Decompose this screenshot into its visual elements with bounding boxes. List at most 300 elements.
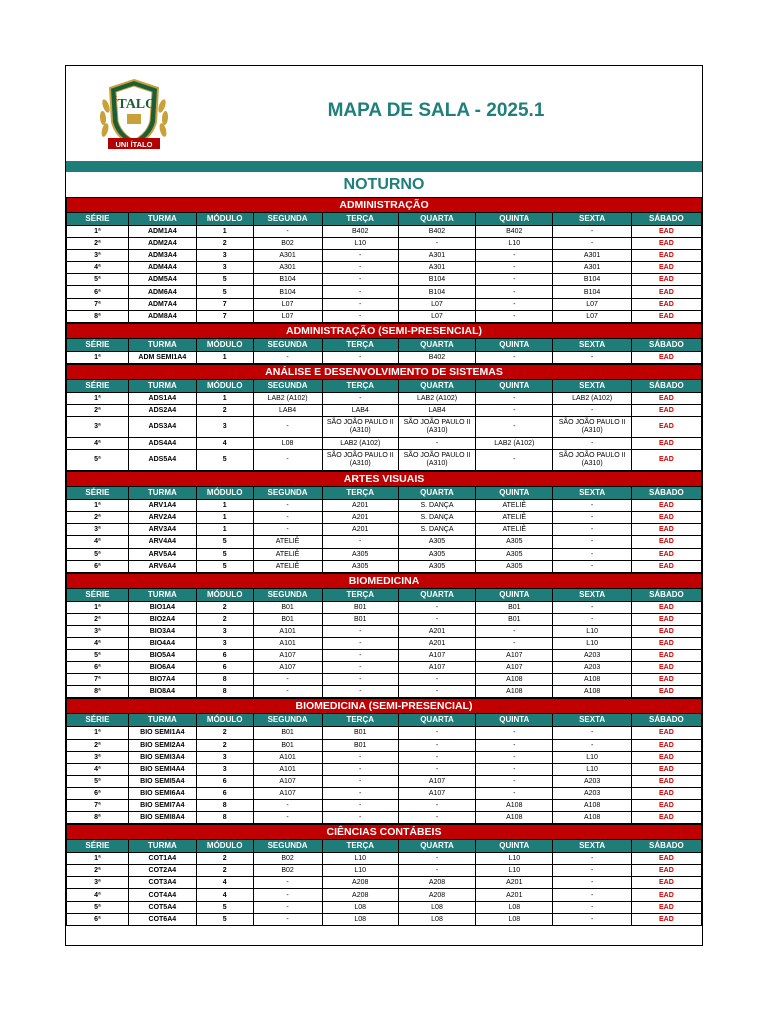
table-cell: B104 bbox=[398, 286, 475, 298]
table-cell: A301 bbox=[553, 250, 631, 262]
header-band bbox=[66, 161, 702, 172]
table-cell: - bbox=[476, 392, 553, 404]
table-row bbox=[67, 417, 702, 438]
table-cell: EAD bbox=[631, 865, 701, 877]
table-cell: 5 bbox=[196, 548, 253, 560]
table-cell: 6ª bbox=[67, 787, 129, 799]
table-cell: 8 bbox=[196, 812, 253, 824]
table-cell: EAD bbox=[631, 351, 701, 363]
table-cell: LAB2 (A102) bbox=[553, 392, 631, 404]
table-row bbox=[67, 524, 702, 536]
table-cell: - bbox=[398, 686, 475, 698]
column-header: TURMA bbox=[128, 213, 196, 226]
table-cell: - bbox=[476, 625, 553, 637]
table-cell: COT6A4 bbox=[128, 913, 196, 925]
column-header: SÁBADO bbox=[631, 487, 701, 500]
table-cell: A101 bbox=[253, 763, 322, 775]
table-cell: 3 bbox=[196, 250, 253, 262]
column-header: SÁBADO bbox=[631, 379, 701, 392]
table-cell: - bbox=[253, 674, 322, 686]
table-cell: A301 bbox=[398, 262, 475, 274]
column-header: TURMA bbox=[128, 588, 196, 601]
table-cell: BIO SEMI1A4 bbox=[128, 727, 196, 739]
table-cell: 2 bbox=[196, 739, 253, 751]
section-title: ADMINISTRAÇÃO bbox=[67, 198, 702, 213]
column-header: SEXTA bbox=[553, 840, 631, 853]
table-cell: - bbox=[322, 775, 398, 787]
column-header: SÁBADO bbox=[631, 840, 701, 853]
table-cell: 4ª bbox=[67, 536, 129, 548]
table-cell: - bbox=[322, 298, 398, 310]
table-cell: 5 bbox=[196, 450, 253, 471]
table-cell: - bbox=[553, 438, 631, 450]
table-cell: A305 bbox=[476, 536, 553, 548]
table-cell: - bbox=[476, 775, 553, 787]
column-header: SEXTA bbox=[553, 379, 631, 392]
table-cell: EAD bbox=[631, 739, 701, 751]
column-header-row bbox=[67, 379, 702, 392]
table-cell: - bbox=[553, 727, 631, 739]
table-cell: 3 bbox=[196, 637, 253, 649]
table-cell: L08 bbox=[322, 913, 398, 925]
table-cell: A203 bbox=[553, 650, 631, 662]
table-cell: B01 bbox=[322, 739, 398, 751]
table-cell: EAD bbox=[631, 310, 701, 322]
table-row bbox=[67, 727, 702, 739]
table-cell: A107 bbox=[476, 662, 553, 674]
section-title-row bbox=[67, 699, 702, 714]
table-cell: - bbox=[322, 812, 398, 824]
table-cell: - bbox=[476, 763, 553, 775]
column-header: MÓDULO bbox=[196, 487, 253, 500]
table-row bbox=[67, 500, 702, 512]
table-cell: - bbox=[553, 560, 631, 572]
table-cell: A107 bbox=[398, 662, 475, 674]
table-cell: B01 bbox=[322, 601, 398, 613]
table-cell: 8ª bbox=[67, 812, 129, 824]
table-cell: 1 bbox=[196, 512, 253, 524]
table-row bbox=[67, 650, 702, 662]
table-cell: 7 bbox=[196, 298, 253, 310]
section-table bbox=[66, 698, 702, 824]
table-cell: 4ª bbox=[67, 763, 129, 775]
column-header: SEGUNDA bbox=[253, 213, 322, 226]
table-cell: 8ª bbox=[67, 310, 129, 322]
column-header: QUARTA bbox=[398, 379, 475, 392]
schedule-sheet bbox=[65, 65, 703, 946]
table-cell: A208 bbox=[398, 877, 475, 889]
table-cell: 1ª bbox=[67, 392, 129, 404]
table-cell: L10 bbox=[476, 238, 553, 250]
table-cell: 1 bbox=[196, 392, 253, 404]
column-header: SÉRIE bbox=[67, 840, 129, 853]
table-cell: L08 bbox=[476, 901, 553, 913]
table-cell: 6 bbox=[196, 787, 253, 799]
table-cell: ATELIÊ bbox=[253, 536, 322, 548]
section-title: BIOMEDICINA bbox=[67, 573, 702, 588]
table-cell: S. DANÇA bbox=[398, 524, 475, 536]
table-cell: - bbox=[398, 674, 475, 686]
table-cell: BIO SEMI7A4 bbox=[128, 800, 196, 812]
table-cell: 5 bbox=[196, 286, 253, 298]
table-cell: A305 bbox=[322, 548, 398, 560]
table-cell: - bbox=[553, 536, 631, 548]
table-cell: - bbox=[476, 417, 553, 438]
table-cell: ARV2A4 bbox=[128, 512, 196, 524]
table-cell: L07 bbox=[398, 298, 475, 310]
table-cell: 1ª bbox=[67, 727, 129, 739]
table-cell: BIO2A4 bbox=[128, 613, 196, 625]
table-cell: EAD bbox=[631, 812, 701, 824]
table-cell: 6ª bbox=[67, 286, 129, 298]
page-title: MAPA DE SALA - 2025.1 bbox=[327, 100, 545, 121]
table-cell: - bbox=[253, 500, 322, 512]
table-row bbox=[67, 637, 702, 649]
table-cell: EAD bbox=[631, 787, 701, 799]
table-cell: - bbox=[553, 913, 631, 925]
column-header: QUARTA bbox=[398, 338, 475, 351]
table-cell: A301 bbox=[553, 262, 631, 274]
table-cell: - bbox=[398, 751, 475, 763]
schedule-sections bbox=[66, 197, 702, 926]
table-cell: 3 bbox=[196, 417, 253, 438]
table-row bbox=[67, 250, 702, 262]
table-cell: - bbox=[553, 877, 631, 889]
section-table bbox=[66, 824, 702, 926]
table-cell: 6 bbox=[196, 775, 253, 787]
table-cell: A305 bbox=[322, 560, 398, 572]
table-cell: - bbox=[253, 524, 322, 536]
table-cell: - bbox=[253, 800, 322, 812]
table-cell: - bbox=[476, 286, 553, 298]
column-header: TERÇA bbox=[322, 714, 398, 727]
table-cell: - bbox=[553, 901, 631, 913]
table-cell: B01 bbox=[322, 727, 398, 739]
table-cell: 6ª bbox=[67, 560, 129, 572]
table-cell: ARV5A4 bbox=[128, 548, 196, 560]
column-header: TURMA bbox=[128, 379, 196, 392]
table-cell: EAD bbox=[631, 560, 701, 572]
table-cell: - bbox=[322, 763, 398, 775]
table-cell: A301 bbox=[253, 250, 322, 262]
table-cell: 4ª bbox=[67, 262, 129, 274]
column-header: SEGUNDA bbox=[253, 714, 322, 727]
table-row bbox=[67, 560, 702, 572]
table-cell: - bbox=[322, 625, 398, 637]
table-cell: LAB4 bbox=[398, 404, 475, 416]
table-row bbox=[67, 853, 702, 865]
column-header-row bbox=[67, 338, 702, 351]
column-header: SEGUNDA bbox=[253, 588, 322, 601]
table-cell: B01 bbox=[253, 727, 322, 739]
table-cell: ADM SEMI1A4 bbox=[128, 351, 196, 363]
table-cell: - bbox=[322, 392, 398, 404]
column-header-row bbox=[67, 588, 702, 601]
table-cell: - bbox=[553, 524, 631, 536]
table-cell: 5ª bbox=[67, 274, 129, 286]
table-cell: - bbox=[253, 901, 322, 913]
table-cell: ATELIÊ bbox=[253, 560, 322, 572]
table-cell: ADS4A4 bbox=[128, 438, 196, 450]
table-cell: 2ª bbox=[67, 865, 129, 877]
table-cell: BIO SEMI6A4 bbox=[128, 787, 196, 799]
column-header: QUINTA bbox=[476, 213, 553, 226]
column-header: TERÇA bbox=[322, 379, 398, 392]
table-cell: BIO1A4 bbox=[128, 601, 196, 613]
table-cell: - bbox=[322, 787, 398, 799]
table-cell: EAD bbox=[631, 650, 701, 662]
table-cell: ATELIÊ bbox=[476, 524, 553, 536]
table-cell: 8 bbox=[196, 674, 253, 686]
column-header: QUINTA bbox=[476, 840, 553, 853]
column-header: QUARTA bbox=[398, 840, 475, 853]
table-cell: BIO SEMI8A4 bbox=[128, 812, 196, 824]
column-header: QUARTA bbox=[398, 213, 475, 226]
column-header-row bbox=[67, 840, 702, 853]
table-cell: A101 bbox=[253, 751, 322, 763]
table-cell: B402 bbox=[398, 226, 475, 238]
column-header: SEGUNDA bbox=[253, 487, 322, 500]
table-row bbox=[67, 450, 702, 471]
table-cell: EAD bbox=[631, 286, 701, 298]
table-cell: EAD bbox=[631, 800, 701, 812]
table-cell: A108 bbox=[476, 812, 553, 824]
column-header-row bbox=[67, 487, 702, 500]
table-cell: ATELIÊ bbox=[476, 512, 553, 524]
table-cell: ADM2A4 bbox=[128, 238, 196, 250]
table-row bbox=[67, 625, 702, 637]
table-row bbox=[67, 787, 702, 799]
table-cell: EAD bbox=[631, 512, 701, 524]
table-cell: L10 bbox=[322, 238, 398, 250]
column-header: MÓDULO bbox=[196, 840, 253, 853]
table-cell: ADS3A4 bbox=[128, 417, 196, 438]
table-cell: BIO8A4 bbox=[128, 686, 196, 698]
table-cell: - bbox=[476, 637, 553, 649]
table-cell: - bbox=[322, 686, 398, 698]
column-header: SÉRIE bbox=[67, 213, 129, 226]
section-title: ARTES VISUAIS bbox=[67, 472, 702, 487]
table-cell: SÃO JOÃO PAULO II (A310) bbox=[553, 417, 631, 438]
table-cell: - bbox=[322, 674, 398, 686]
table-row bbox=[67, 274, 702, 286]
table-row bbox=[67, 512, 702, 524]
table-row bbox=[67, 262, 702, 274]
table-cell: A108 bbox=[553, 674, 631, 686]
table-cell: 7 bbox=[196, 310, 253, 322]
table-cell: BIO SEMI4A4 bbox=[128, 763, 196, 775]
table-cell: EAD bbox=[631, 727, 701, 739]
table-cell: 1ª bbox=[67, 500, 129, 512]
column-header: QUARTA bbox=[398, 487, 475, 500]
table-cell: ADM4A4 bbox=[128, 262, 196, 274]
table-cell: - bbox=[553, 512, 631, 524]
table-cell: - bbox=[398, 601, 475, 613]
table-row bbox=[67, 404, 702, 416]
table-cell: 4ª bbox=[67, 889, 129, 901]
table-row bbox=[67, 310, 702, 322]
table-cell: ADM8A4 bbox=[128, 310, 196, 322]
table-cell: EAD bbox=[631, 450, 701, 471]
table-cell: B402 bbox=[322, 226, 398, 238]
table-cell: BIO4A4 bbox=[128, 637, 196, 649]
table-cell: 8 bbox=[196, 800, 253, 812]
table-cell: A101 bbox=[253, 637, 322, 649]
table-cell: ADS1A4 bbox=[128, 392, 196, 404]
table-cell: EAD bbox=[631, 613, 701, 625]
page-header bbox=[66, 66, 702, 160]
table-cell: - bbox=[253, 417, 322, 438]
table-cell: 2 bbox=[196, 727, 253, 739]
table-cell: 6 bbox=[196, 650, 253, 662]
table-cell: L10 bbox=[322, 865, 398, 877]
table-cell: EAD bbox=[631, 877, 701, 889]
table-cell: SÃO JOÃO PAULO II (A310) bbox=[553, 450, 631, 471]
table-cell: EAD bbox=[631, 524, 701, 536]
table-cell: L07 bbox=[553, 310, 631, 322]
table-cell: A203 bbox=[553, 787, 631, 799]
column-header: SEGUNDA bbox=[253, 338, 322, 351]
table-cell: - bbox=[322, 536, 398, 548]
column-header: TERÇA bbox=[322, 213, 398, 226]
table-cell: 4 bbox=[196, 438, 253, 450]
table-cell: - bbox=[553, 889, 631, 901]
table-cell: S. DANÇA bbox=[398, 512, 475, 524]
table-cell: LAB4 bbox=[253, 404, 322, 416]
table-cell: EAD bbox=[631, 392, 701, 404]
column-header: QUINTA bbox=[476, 588, 553, 601]
logo-bottom-text: UNI ÍTALO bbox=[115, 140, 153, 149]
table-cell: 1ª bbox=[67, 853, 129, 865]
table-cell: L10 bbox=[553, 763, 631, 775]
table-row bbox=[67, 601, 702, 613]
table-cell: 3ª bbox=[67, 877, 129, 889]
table-cell: BIO SEMI5A4 bbox=[128, 775, 196, 787]
table-cell: A208 bbox=[322, 877, 398, 889]
table-cell: - bbox=[398, 739, 475, 751]
table-cell: EAD bbox=[631, 548, 701, 560]
table-cell: - bbox=[398, 853, 475, 865]
table-cell: L10 bbox=[322, 853, 398, 865]
table-cell: L08 bbox=[322, 901, 398, 913]
table-cell: EAD bbox=[631, 262, 701, 274]
table-cell: - bbox=[322, 351, 398, 363]
column-header: TURMA bbox=[128, 338, 196, 351]
table-cell: B01 bbox=[253, 613, 322, 625]
table-cell: A201 bbox=[322, 524, 398, 536]
table-cell: EAD bbox=[631, 674, 701, 686]
table-cell: ADS2A4 bbox=[128, 404, 196, 416]
table-cell: 5ª bbox=[67, 650, 129, 662]
column-header: TERÇA bbox=[322, 487, 398, 500]
section-table bbox=[66, 471, 702, 573]
table-cell: 2ª bbox=[67, 739, 129, 751]
table-cell: A107 bbox=[253, 650, 322, 662]
table-cell: 5ª bbox=[67, 548, 129, 560]
table-cell: - bbox=[322, 800, 398, 812]
table-cell: A108 bbox=[553, 800, 631, 812]
table-cell: - bbox=[553, 601, 631, 613]
table-cell: - bbox=[476, 298, 553, 310]
table-cell: 5ª bbox=[67, 901, 129, 913]
table-cell: 4ª bbox=[67, 637, 129, 649]
table-cell: A208 bbox=[398, 889, 475, 901]
table-cell: - bbox=[322, 262, 398, 274]
table-cell: A201 bbox=[322, 500, 398, 512]
table-cell: A201 bbox=[398, 625, 475, 637]
table-cell: ADM3A4 bbox=[128, 250, 196, 262]
table-row bbox=[67, 226, 702, 238]
column-header: TURMA bbox=[128, 714, 196, 727]
table-cell: - bbox=[253, 686, 322, 698]
table-cell: B104 bbox=[553, 274, 631, 286]
table-cell: 7ª bbox=[67, 298, 129, 310]
table-cell: L07 bbox=[253, 310, 322, 322]
table-cell: B402 bbox=[398, 351, 475, 363]
table-row bbox=[67, 392, 702, 404]
table-cell: - bbox=[253, 889, 322, 901]
table-cell: A201 bbox=[476, 889, 553, 901]
table-cell: B01 bbox=[322, 613, 398, 625]
table-cell: EAD bbox=[631, 250, 701, 262]
table-cell: B02 bbox=[253, 865, 322, 877]
table-cell: EAD bbox=[631, 751, 701, 763]
table-row bbox=[67, 739, 702, 751]
table-cell: ARV1A4 bbox=[128, 500, 196, 512]
table-cell: 5ª bbox=[67, 775, 129, 787]
table-cell: - bbox=[322, 662, 398, 674]
table-cell: ATELIÊ bbox=[253, 548, 322, 560]
column-header: SÁBADO bbox=[631, 338, 701, 351]
table-cell: EAD bbox=[631, 913, 701, 925]
table-cell: BIO SEMI2A4 bbox=[128, 739, 196, 751]
table-row bbox=[67, 674, 702, 686]
column-header: SEGUNDA bbox=[253, 379, 322, 392]
section-title: CIÊNCIAS CONTÁBEIS bbox=[67, 825, 702, 840]
table-cell: A201 bbox=[476, 877, 553, 889]
column-header: TERÇA bbox=[322, 338, 398, 351]
column-header: SEXTA bbox=[553, 714, 631, 727]
column-header: SÉRIE bbox=[67, 338, 129, 351]
table-cell: ADM1A4 bbox=[128, 226, 196, 238]
section-table bbox=[66, 197, 702, 323]
table-cell: BIO SEMI3A4 bbox=[128, 751, 196, 763]
table-row bbox=[67, 775, 702, 787]
table-cell: L10 bbox=[553, 637, 631, 649]
table-cell: A108 bbox=[476, 686, 553, 698]
table-cell: - bbox=[398, 812, 475, 824]
table-cell: EAD bbox=[631, 686, 701, 698]
table-cell: 5 bbox=[196, 274, 253, 286]
table-cell: LAB4 bbox=[322, 404, 398, 416]
table-cell: 1ª bbox=[67, 226, 129, 238]
table-cell: - bbox=[476, 739, 553, 751]
table-cell: EAD bbox=[631, 853, 701, 865]
table-cell: ARV3A4 bbox=[128, 524, 196, 536]
table-cell: A107 bbox=[476, 650, 553, 662]
table-cell: A107 bbox=[398, 787, 475, 799]
table-row bbox=[67, 238, 702, 250]
table-cell: - bbox=[322, 274, 398, 286]
table-cell: 5 bbox=[196, 536, 253, 548]
table-cell: ADM6A4 bbox=[128, 286, 196, 298]
table-cell: A203 bbox=[553, 775, 631, 787]
table-cell: 6ª bbox=[67, 913, 129, 925]
table-cell: - bbox=[553, 351, 631, 363]
table-row bbox=[67, 438, 702, 450]
table-cell: - bbox=[253, 226, 322, 238]
column-header: MÓDULO bbox=[196, 213, 253, 226]
